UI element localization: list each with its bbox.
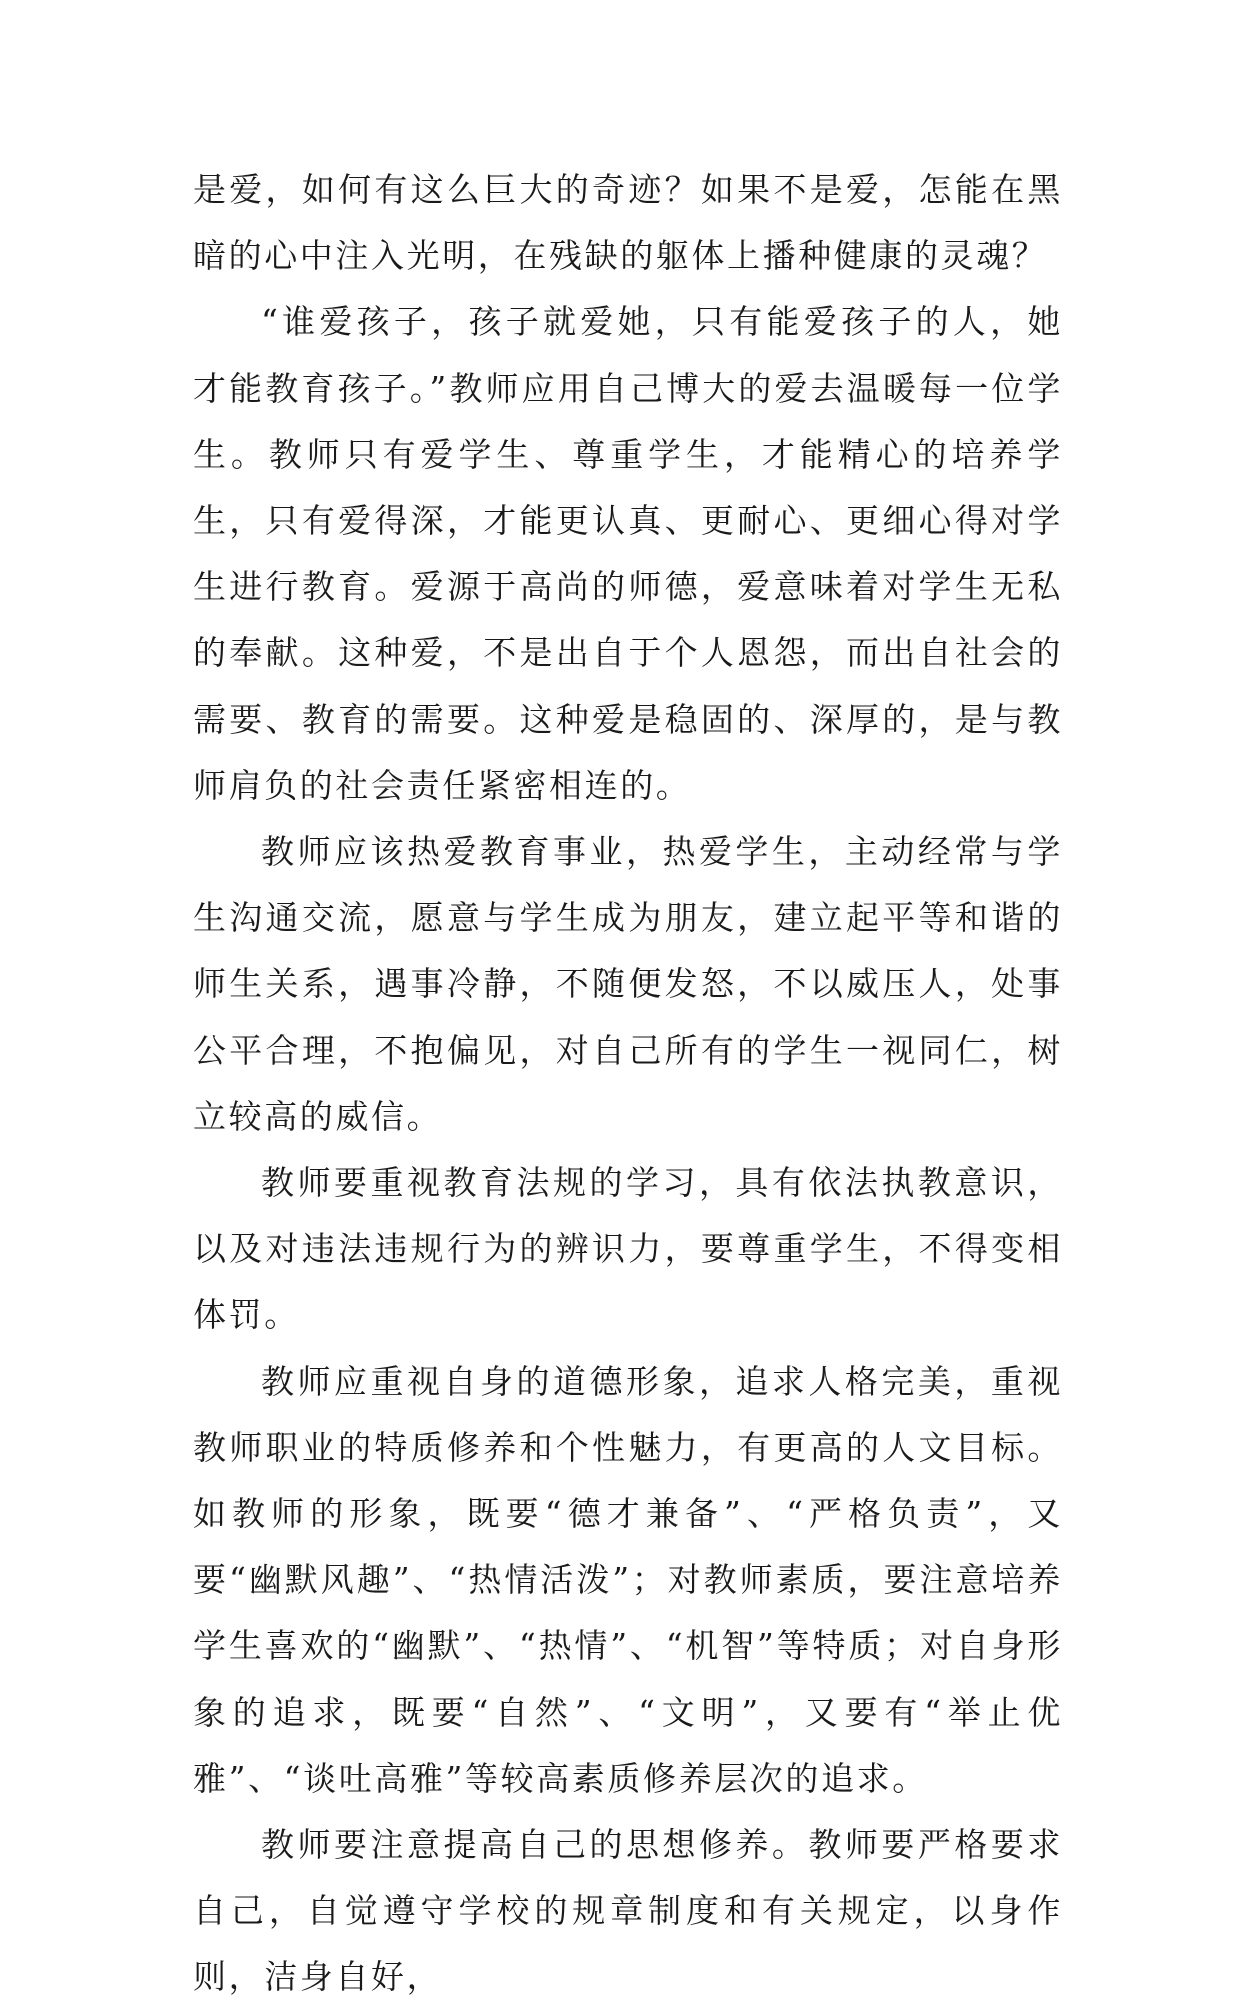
- paragraph-4: 教师要重视教育法规的学习，具有依法执教意识，以及对违法违规行为的辨识力，要尊重学生，不得变相体罚。: [193, 1163, 1063, 1335]
- paragraph-6: 教师要注意提高自己的思想修养。教师要严格要求自己，自觉遵守学校的规章制度和有关规定，以身作则，洁身自好，: [193, 1825, 1063, 1997]
- paragraph-3: 教师应该热爱教育事业，热爱学生，主动经常与学生沟通交流，愿意与学生成为朋友，建立起平等和谐的师生关系，遇事冷静，不随便发怒，不以威压人，处事公平合理，不抱偏见，对自己所有的学生一视同仁，树立较高的威信。: [193, 832, 1063, 1136]
- paragraph-5: 教师应重视自身的道德形象，追求人格完美，重视教师职业的特质修养和个性魅力，有更高的人文目标。如教师的形象，既要“德才兼备”、“严格负责”，又要“幽默风趣”、“热情活泼”；对教师素质，要注意培养学生喜欢的“幽默”、“热情”、“机智”等特质；对自身形象的追求，既要“自然”、“文明”，又要有“举止优雅”、“谈吐高雅”等较高素质修养层次的追求。: [193, 1361, 1063, 1798]
- body-text: [193, 157, 1063, 2011]
- paragraph-1: 是爱，如何有这么巨大的奇迹？如果不是爱，怎能在黑暗的心中注入光明，在残缺的躯体上播种健康的灵魂？: [193, 170, 1063, 276]
- paragraph-2: “谁爱孩子，孩子就爱她，只有能爱孩子的人，她才能教育孩子。”教师应用自己博大的爱去温暖每一位学生。教师只有爱学生、尊重学生，才能精心的培养学生，只有爱得深，才能更认真、更耐心、更细心得对学生进行教育。爱源于高尚的师德，爱意味着对学生无私的奉献。这种爱，不是出自于个人恩怨，而出自社会的需要、教育的需要。这种爱是稳固的、深厚的，是与教师肩负的社会责任紧密相连的。: [193, 302, 1063, 805]
